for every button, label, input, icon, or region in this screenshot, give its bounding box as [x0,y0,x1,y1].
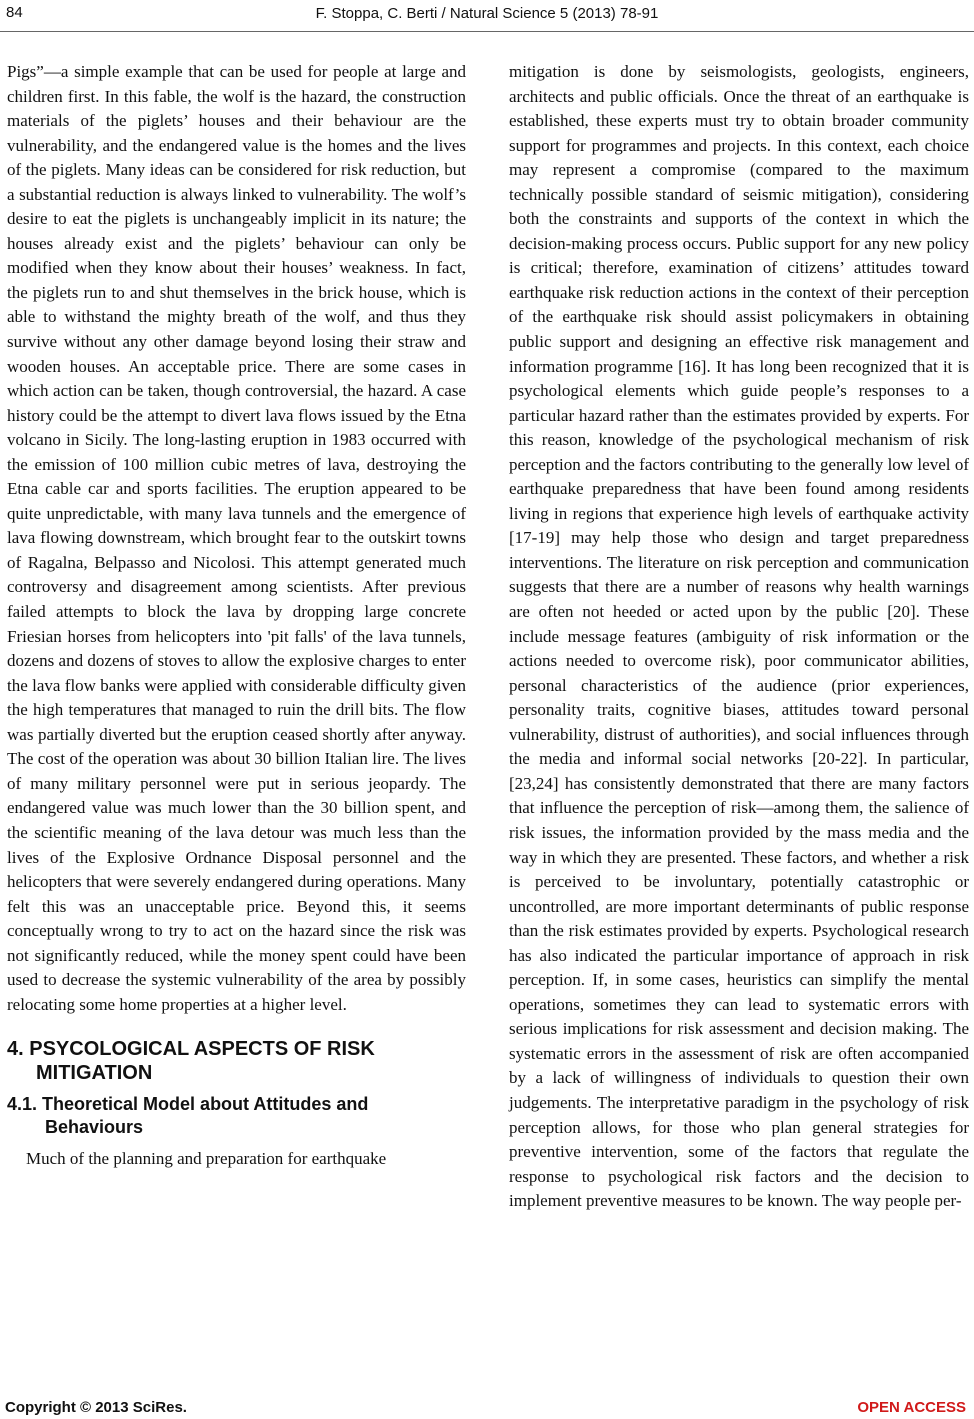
running-title: F. Stoppa, C. Berti / Natural Science 5 (2013) 78-91 [315,5,659,22]
open-access-label: OPEN ACCESS [857,1399,966,1416]
body-paragraph: Pigs”—a simple example that can be used for people at large and children first. In this fable, the wolf is the hazard, the construction materials of the piglets’ houses and their behaviour are the vulnerability, and the endangered value is the homes and the lives of the piglets. Many ideas can be considered for risk reduction, but a substantial reduction is always linked to vulnerability. The wolf’s desire to eat the piglets is unchangeably implicit in its nature; the houses already exist and the piglets’ behaviour can only be modified when they know about their houses’ weakness. In fact, the piglets run to and shut themselves in the brick house, which is able to withstand the mighty breath of the wolf, and thus they survive without any other damage beyond losing their straw and wooden houses. An acceptable price. There are some cases in which action can be taken, though controversial, the hazard. A case history could be the attempt to divert lava flows issued by the Etna volcano in Sicily. The long-lasting eruption in 1983 occurred with the emission of 100 million cubic metres of lava, destroying the Etna cable car and sports facilities. The eruption appeared to be quite unpredictable, with many lava tunnels and the emergence of lava flowing downstream, which brought fear to the outskirt towns of Ragalna, Belpasso and Nicolosi. This attempt generated much controversy and disagreement among scientists. After previous failed attempts to block the lava by dropping large concrete Friesian horses from helicopters into 'pit falls' of the lava tunnels, dozens and dozens of stoves to allow the explosive charges to enter the lava flow banks were applied with considerable difficulty given the high temperatures that managed to ruin the drill bits. The flow was partially diverted but the eruption ceased shortly after anyway. The cost of the operation was about 30 billion Italian lire. The lives of many military personnel were put in serious jeopardy. The endangered value was much lower than the 30 billion spent, and the scientific meaning of the lava detour was much less than the lives of the Explosive Ordnance Disposal personnel and the helicopters that were severely endangered during operations. Many felt this was an unacceptable price. Beyond this, it seems conceptually wrong to try to act on the hazard since the risk was not significantly reduced, while the money spent could have been used to decrease the systemic vulnerability of the area by possibly relocating some home properties at a higher level. [7,62,466,1014]
copyright-notice: Copyright © 2013 SciRes. [5,1399,187,1416]
page-number: 84 [6,4,23,21]
page-footer [0,1393,974,1417]
body-paragraph: mitigation is done by seismologists, geologists, engineers, architects and public officials. Once the threat of an earthquake is established, these experts must try to obtain broader community support for programmes and projects. In this context, each choice may represent a compromise (compared to the maximum technically possible standard of seismic mitigation), considering both the constraints and supports of the context in which the decision-making process occurs. Public support for any new policy is critical; therefore, examination of citizens’ attitudes toward earthquake risk reduction actions in the context of their perception of the earthquake risk should assist policymakers in obtaining public support and designing an effective risk management and information programme [16]. It has long been recognized that it is psychological elements which guide people’s responses to a particular hazard rather than the estimates provided by experts. For this reason, knowledge of the psychological mechanism of risk perception and the factors contributing to the generally low level of earthquake preparedness that have been found among residents living in regions that experience high levels of earthquake activity [17-19] may help those who design and target preparedness interventions. The literature on risk perception and communication suggests that there are a number of reasons why health warnings are often not heeded or acted upon by the public [20]. These include message features (ambiguity of risk information or the actions needed to overcome risk), poor communicator abilities, personal characteristics of the audience (prior experiences, personality traits, cognitive biases, attitudes toward personal vulnerability, distrust of authorities), and social influences through the media and informal social networks [20-22]. In particular, [23,24] has consistently demonstrated that there are many factors that influence the perception of risk—among them, the salience of risk issues, the information provided by the mass media and the way in which they are presented. These factors, and whether a risk is perceived to be involuntary, potentially catastrophic or uncontrolled, are more important determinants of public response than the risk estimates provided by experts. Psychological research has also indicated the particular importance of approach in risk perception. If, in some cases, heuristics can simplify the mental operations, sometimes they can lead to systematic errors with serious implications for risk assessment and decision making. The systematic errors in the assessment of risk are often accompanied by a lack of willingness of individuals to question their own judgements. The interpretative paradigm in the psychology of risk perception allows, for those who plan general strategies for preventive intervention, some of the factors that regulate the response to psychological risk factors and the decision to implement preventive measures to be known. The way people per- [509,62,969,1211]
subsection-heading: 4.1. Theoretical Model about Attitudes and Behaviours [7,1094,369,1138]
page-header [0,0,974,34]
header-rule [0,31,974,32]
section-heading: 4. PSYCOLOGICAL ASPECTS OF RISK MITIGATION [7,1038,375,1085]
left-column [7,60,466,1172]
body-paragraph: Much of the planning and preparation for earthquake [26,1149,387,1169]
right-column [509,60,969,1214]
